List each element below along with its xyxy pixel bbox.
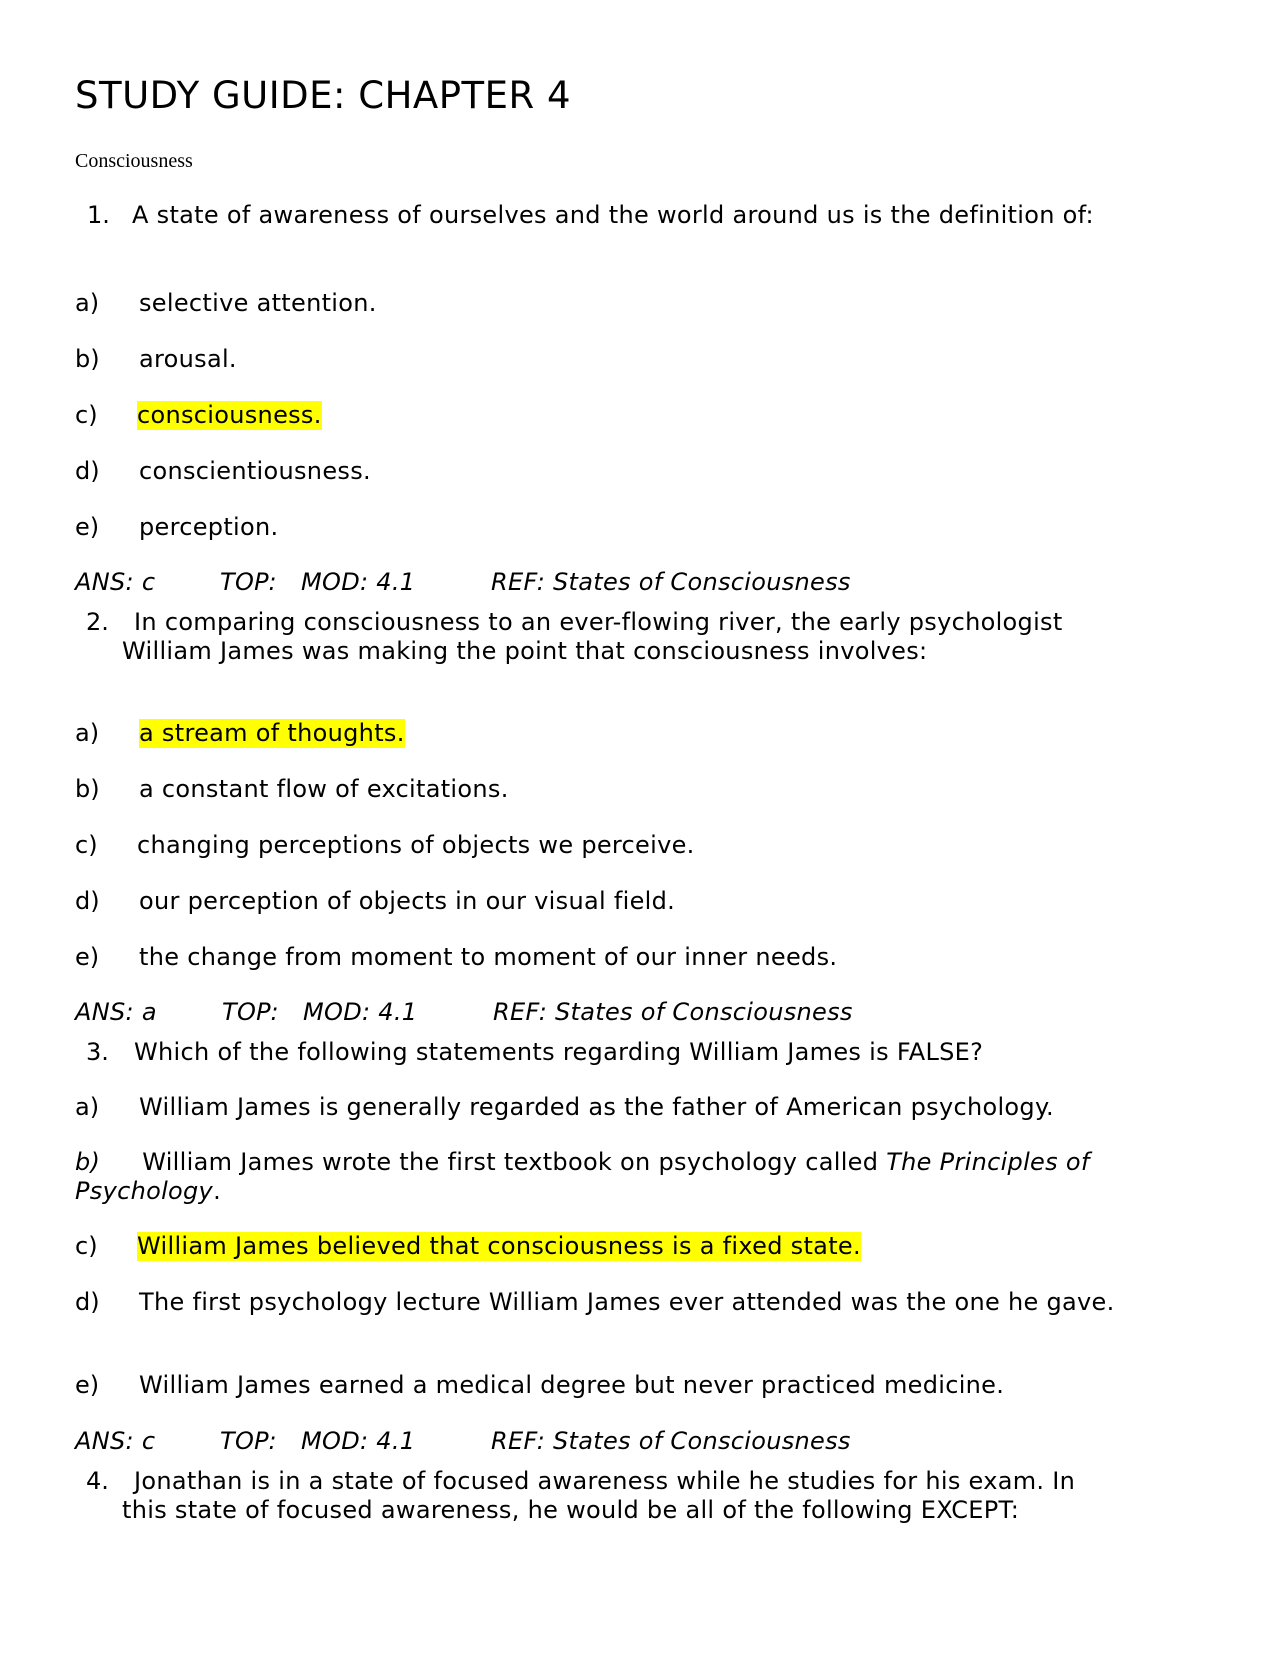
option-text: William James earned a medical degree but never practiced medicine. xyxy=(139,1371,1005,1399)
option-text: our perception of objects in our visual field. xyxy=(139,887,676,915)
option-text: The first psychology lecture William James ever attended was the one he gave. xyxy=(139,1288,1115,1316)
page-title: STUDY GUIDE: CHAPTER 4 xyxy=(75,74,572,117)
answer-reference: REF: States of Consciousness xyxy=(491,568,851,596)
option-letter: e) xyxy=(75,1371,100,1399)
option-letter: d) xyxy=(75,1288,100,1316)
option-letter: a) xyxy=(75,1093,100,1121)
option-letter: a) xyxy=(75,289,100,317)
option-text: a constant flow of excitations. xyxy=(139,775,509,803)
option-b-mixed xyxy=(75,1148,1175,1206)
book-title: The Principles of Psychology xyxy=(75,1148,1090,1205)
option-letter: b) xyxy=(75,1148,101,1176)
question-text: In comparing consciousness to an ever-flowing river, the early psychologist William James was making the point that consciousness involves: xyxy=(122,608,1063,665)
answer-reference: REF: States of Consciousness xyxy=(491,1427,851,1455)
option-letter: e) xyxy=(75,943,100,971)
option-letter: d) xyxy=(75,887,100,915)
answer-topic-label: TOP: xyxy=(222,998,279,1026)
question-number: 4. xyxy=(86,1467,109,1495)
option-text: perception. xyxy=(139,513,279,541)
question-number: 1. xyxy=(87,201,110,229)
answer-key: ANS: c xyxy=(75,568,156,596)
option-text: arousal. xyxy=(139,345,237,373)
option-text-tail: . xyxy=(213,1177,221,1205)
answer-reference: REF: States of Consciousness xyxy=(493,998,853,1026)
option-letter: e) xyxy=(75,513,100,541)
option-letter: a) xyxy=(75,719,100,747)
option-letter: c) xyxy=(75,831,98,859)
answer-key: ANS: a xyxy=(75,998,157,1026)
question-text: Jonathan is in a state of focused awareness while he studies for his exam. In this state of focused awareness, he would be all of the following EXCEPT: xyxy=(122,1467,1076,1524)
answer-key: ANS: c xyxy=(75,1427,156,1455)
option-letter: b) xyxy=(75,775,100,803)
option-text: selective attention. xyxy=(139,289,377,317)
question-text: A state of awareness of ourselves and the world around us is the definition of: xyxy=(132,201,1094,229)
question-number: 2. xyxy=(86,608,109,636)
answer-topic-label: TOP: xyxy=(220,568,277,596)
option-text-highlighted: a stream of thoughts. xyxy=(139,719,405,747)
option-text: William James wrote the first textbook on psychology called xyxy=(142,1148,887,1176)
question-number: 3. xyxy=(86,1038,109,1066)
option-text-highlighted: consciousness. xyxy=(137,401,322,429)
answer-module: MOD: 4.1 xyxy=(303,998,418,1026)
option-letter: c) xyxy=(75,401,98,429)
answer-module: MOD: 4.1 xyxy=(301,568,416,596)
option-text: conscientiousness. xyxy=(139,457,371,485)
option-text-highlighted: William James believed that consciousness is a fixed state. xyxy=(137,1232,861,1260)
question-text: Which of the following statements regarding William James is FALSE? xyxy=(134,1038,984,1066)
option-text: William James is generally regarded as the father of American psychology. xyxy=(139,1093,1054,1121)
answer-topic-label: TOP: xyxy=(220,1427,277,1455)
answer-module: MOD: 4.1 xyxy=(301,1427,416,1455)
option-text: changing perceptions of objects we perceive. xyxy=(137,831,695,859)
option-letter: b) xyxy=(75,345,100,373)
option-text: the change from moment to moment of our inner needs. xyxy=(139,943,838,971)
chapter-subtitle: Consciousness xyxy=(75,150,193,172)
option-letter: c) xyxy=(75,1232,98,1260)
option-letter: d) xyxy=(75,457,100,485)
